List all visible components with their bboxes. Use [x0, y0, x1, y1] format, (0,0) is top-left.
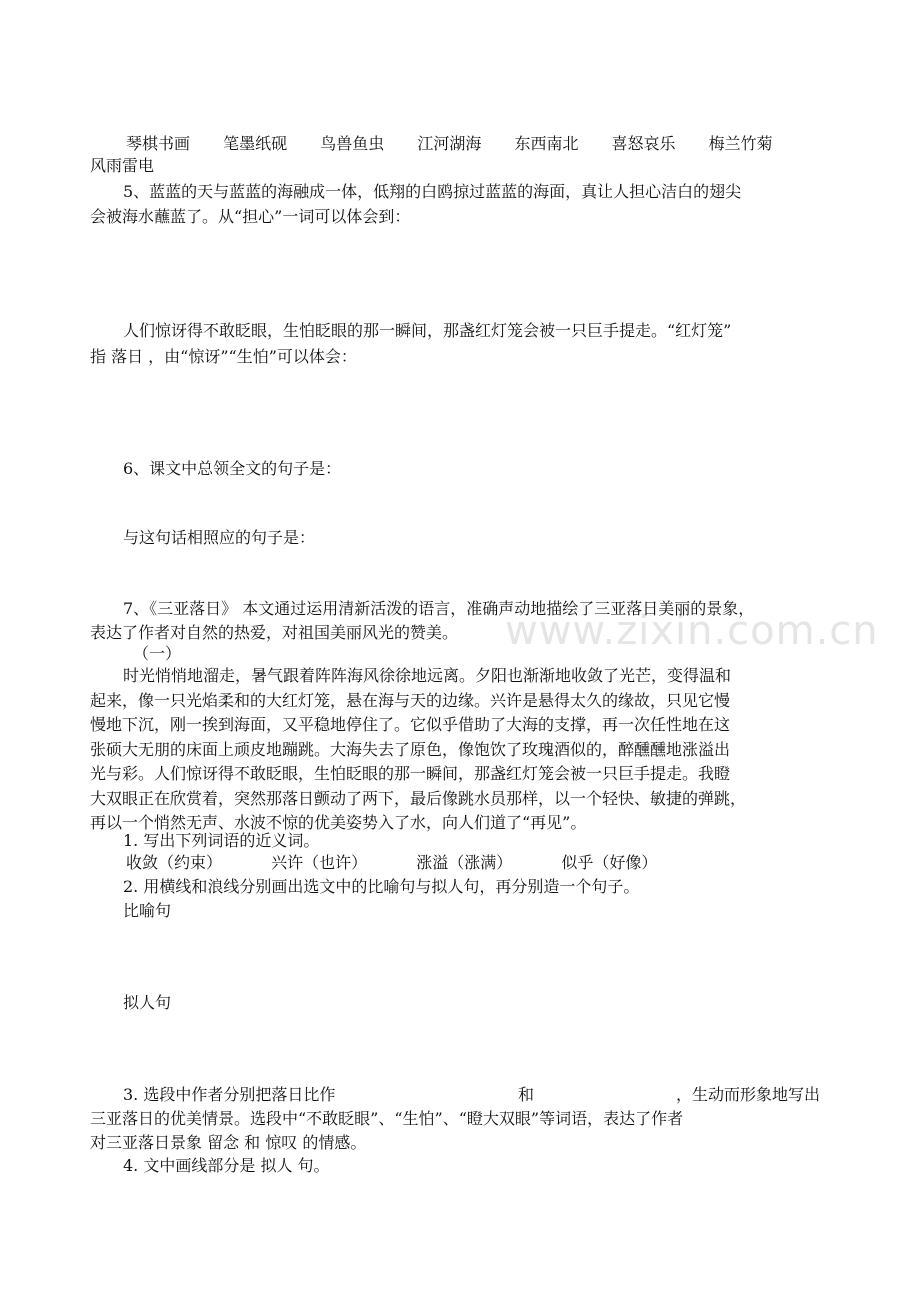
word-item: 梅兰竹菊 [708, 134, 773, 153]
question-5b-line1: 人们惊讶得不敢眨眼，生怕眨眼的那一瞬间，那盏红灯笼会被一只巨手提走。“红灯笼” [123, 321, 732, 340]
word-item: 喜怒哀乐 [611, 134, 676, 153]
passage-line: 时光悄悄地溜走，暑气跟着阵阵海风徐徐地远离。夕阳也渐渐地收敛了光芒，变得温和 [123, 666, 732, 685]
exercise-2-title: 2. 用横线和浪线分别画出选文中的比喻句与拟人句，再分别造一个句子。 [123, 877, 640, 896]
synonym-pair: 似乎（好像） [561, 853, 658, 872]
synonym-pair: 收敛（约束） [126, 853, 223, 872]
word-list-row [126, 133, 826, 155]
word-item: 鸟兽鱼虫 [320, 134, 385, 153]
question-5-line2: 会被海水蘸蓝了。从“担心”一词可以体会到： [90, 207, 411, 226]
personification-label: 拟人句 [123, 993, 172, 1012]
passage-line: 光与彩。人们惊讶得不敢眨眼，生怕眨眼的那一瞬间，那盏红灯笼会被一只巨手提走。我瞪 [90, 764, 731, 783]
exercise-4: 4. 文中画线部分是 拟人 句。 [123, 1156, 330, 1175]
exercise-3-line3: 对三亚落日景象 留念 和 惊叹 的情感。 [90, 1133, 367, 1152]
question-7-line2: 表达了作者对自然的热爱，对祖国美丽风光的赞美。 [90, 623, 459, 642]
question-5b-line2: 指 落日 ，由“惊讶”“生怕”可以体会： [90, 347, 357, 366]
synonym-pair: 涨溢（涨满） [416, 853, 513, 872]
word-item: 笔墨纸砚 [223, 134, 288, 153]
exercise-3-line1-b: 和 [518, 1085, 535, 1104]
word-item: 东西南北 [514, 134, 579, 153]
exercise-3-line1-c: ，生动而形象地写出 [676, 1085, 821, 1104]
question-5-line1: 5、蓝蓝的天与蓝蓝的海融成一体，低翔的白鸥掠过蓝蓝的海面，真让人担心洁白的翅尖 [123, 182, 742, 201]
question-6-line1: 6、课文中总领全文的句子是： [123, 459, 342, 478]
word-item: 江河湖海 [417, 134, 482, 153]
word-list-row2: 风雨雷电 [90, 156, 155, 175]
synonym-pairs [126, 852, 826, 874]
simile-label: 比喻句 [123, 901, 172, 920]
word-item: 琴棋书画 [126, 134, 191, 153]
exercise-1-title: 1. 写出下列词语的近义词。 [123, 831, 320, 850]
question-6-line2: 与这句话相照应的句子是： [123, 528, 316, 547]
question-7-line1: 7、《三亚落日》 本文通过运用清新活泼的语言，准确声动地描绘了三亚落日美丽的景象， [123, 599, 755, 618]
section-title: （一） [133, 644, 182, 663]
passage-line: 再以一个悄然无声、水波不惊的优美姿势入了水，向人们道了“再见”。 [90, 813, 587, 832]
watermark: www.zixin.com.cn [505, 608, 879, 654]
passage-line: 大双眼正在欣赏着，突然那落日颤动了两下，最后像跳水员那样，以一个轻快、敏捷的弹跳， [90, 789, 747, 808]
passage-line: 张硕大无朋的床面上顽皮地蹦跳。大海失去了原色，像饱饮了玫瑰酒似的，醉醺醺地涨溢出 [90, 740, 731, 759]
passage-line: 起来，像一只光焰柔和的大红灯笼，悬在海与天的边缘。兴许是悬得太久的缘故，只见它慢 [90, 691, 731, 710]
exercise-3-line2: 三亚落日的优美情景。选段中“不敢眨眼”、“生怕”、“瞪大双眼”等词语，表达了作者 [90, 1109, 684, 1128]
exercise-3-line1-a: 3. 选段中作者分别把落日比作 [123, 1085, 336, 1104]
passage-line: 慢地下沉，刚一挨到海面，又平稳地停住了。它似乎借助了大海的支撑，再一次任性地在这 [90, 715, 731, 734]
synonym-pair: 兴许（也许） [271, 853, 368, 872]
